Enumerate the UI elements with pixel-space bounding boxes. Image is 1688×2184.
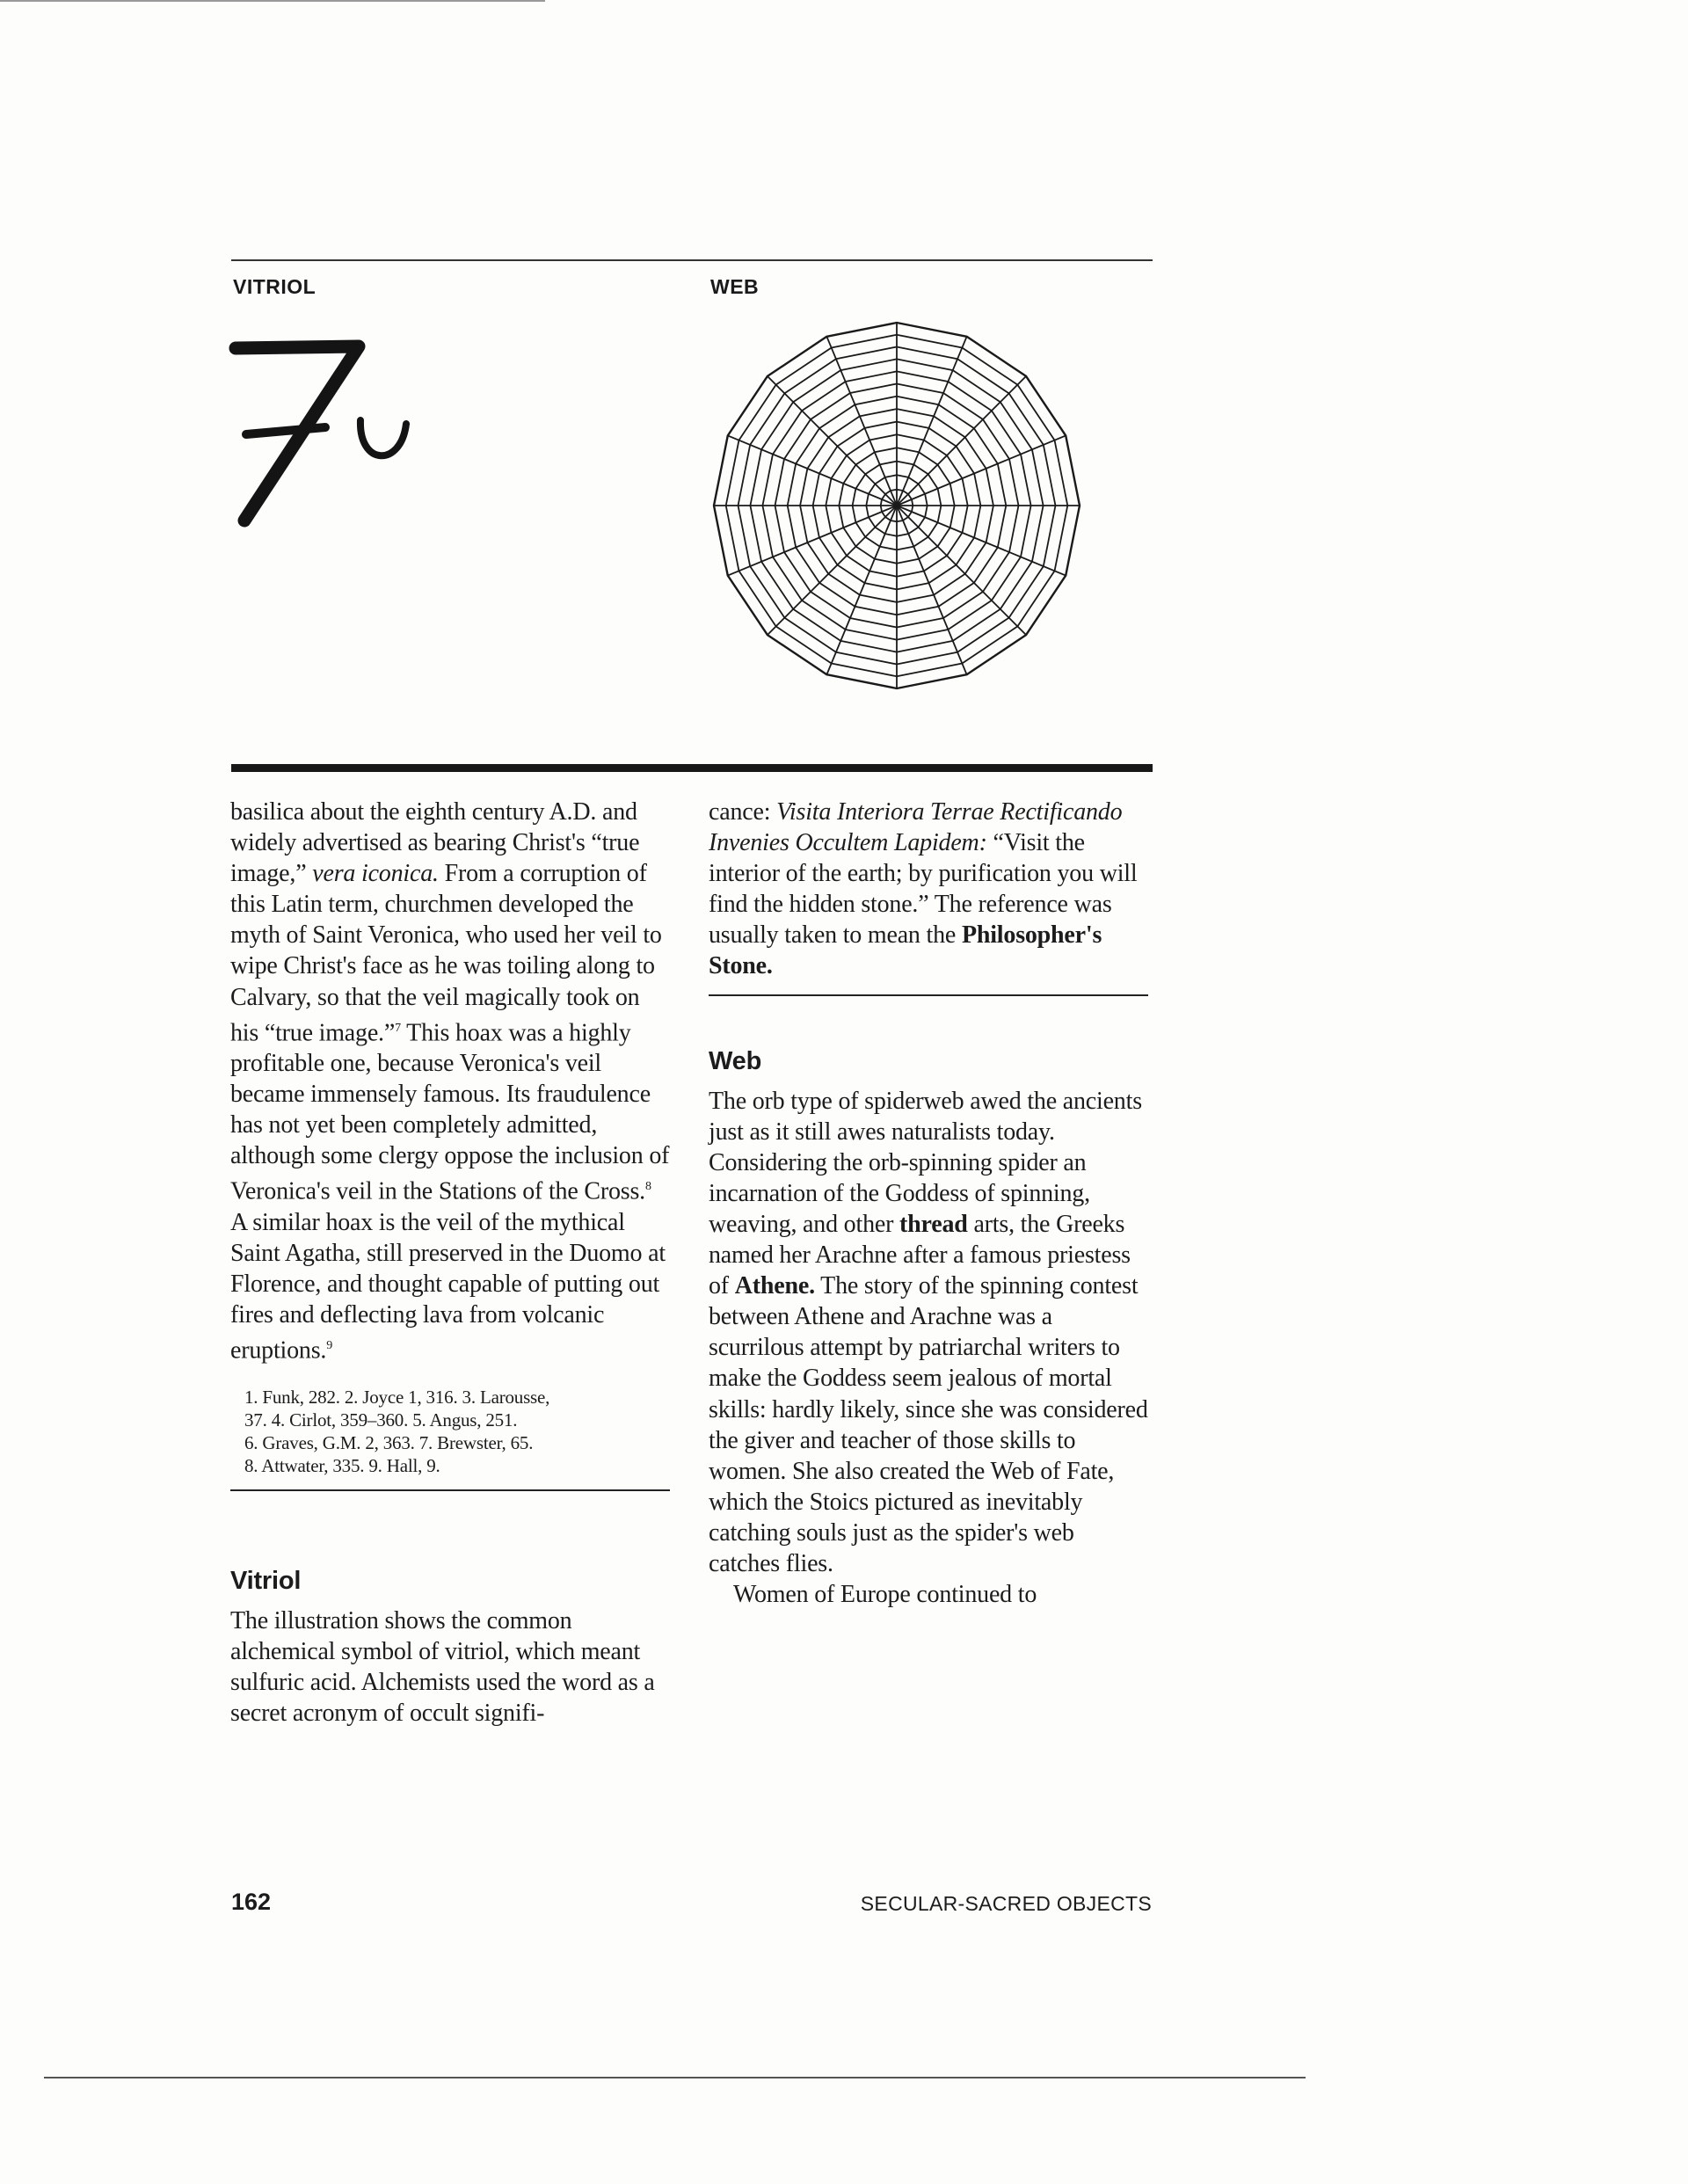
web-title: Web	[709, 1046, 762, 1075]
footnotes	[244, 1386, 666, 1477]
entry-end-rule	[709, 994, 1148, 996]
vitriol-label: VITRIOL	[233, 275, 316, 298]
left-column	[230, 797, 670, 1729]
vitriol-title: Vitriol	[230, 1566, 302, 1595]
web-spoke	[768, 376, 897, 506]
right-column	[709, 797, 1148, 1610]
web-spoke	[897, 506, 1026, 635]
web-paragraph: The orb type of spiderweb awed the ancients just as it still awes naturalists today. Considering the orb-spinning spider an incarnation of the Goddess of spinning, weaving, and other thread arts, the Greeks named her Arachne after a famous priestess of Athene. The story of the spinning contest between Athene and Arachne was a scurrilous attempt by patriarchal writers to make the Goddess seem jealous of mortal skills: hardly likely, since she was considered the giver and teacher of those skills to women. She also created the Web of Fate, which the Stoics pictured as inevitably catching souls just as the spider's web catches flies.	[709, 1087, 1148, 1577]
scan-bottom-edge-line	[44, 2077, 1306, 2078]
running-title: SECULAR-SACRED OBJECTS	[860, 1892, 1152, 1915]
page-number: 162	[231, 1889, 272, 1915]
section-divider	[231, 764, 1153, 772]
web-spoke	[768, 506, 897, 635]
web-label: WEB	[710, 275, 760, 298]
spiderweb-icon	[703, 317, 1090, 695]
header-rule	[231, 259, 1153, 261]
web-paragraph-2: Women of Europe continued to	[733, 1581, 1037, 1609]
scan-top-edge-line	[0, 0, 545, 2]
footnote-line: 8. Attwater, 335. 9. Hall, 9.	[244, 1454, 440, 1476]
vitriol-symbol-icon	[227, 325, 420, 528]
footnote-line: 37. 4. Cirlot, 359–360. 5. Angus, 251.	[244, 1409, 518, 1431]
web-spoke	[897, 376, 1026, 506]
footnote-line: 6. Graves, G.M. 2, 363. 7. Brewster, 65.	[244, 1431, 534, 1453]
entry-end-rule	[230, 1489, 670, 1491]
vitriol-continuation-paragraph: cance: Visita Interiora Terrae Rectificando Invenies Occultem Lapidem: “Visit the interior of the earth; by purification you will find the hidden stone.” The reference was usually taken to mean the Philosopher's Stone.	[709, 798, 1138, 980]
vitriol-paragraph: The illustration shows the common alchemical symbol of vitriol, which meant sulfuric acid. Alchemists used the word as a secret acronym of occult signifi-	[230, 1606, 655, 1727]
veronica-paragraph: basilica about the eighth century A.D. and widely advertised as bearing Christ's “true image,” vera iconica. From a corruption of this Latin term, churchmen developed the myth of Saint Veronica, who used her veil to wipe Christ's face as he was toiling along to Calvary, so that the veil magically took on his “true image.”$^7$ This hoax was a highly profitable one, because Veronica's veil became immensely famous. Its fraudulence has not yet been completely admitted, although some clergy oppose the inclusion of Veronica's veil in the Stations of the Cross.$^8$ A similar hoax is the veil of the mythical Saint Agatha, still preserved in the Duomo at Florence, and thought capable of putting out fires and deflecting lava from volcanic eruptions.$^9$	[230, 798, 670, 1365]
footnote-line: 1. Funk, 282. 2. Joyce 1, 316. 3. Larousse,	[244, 1386, 550, 1408]
